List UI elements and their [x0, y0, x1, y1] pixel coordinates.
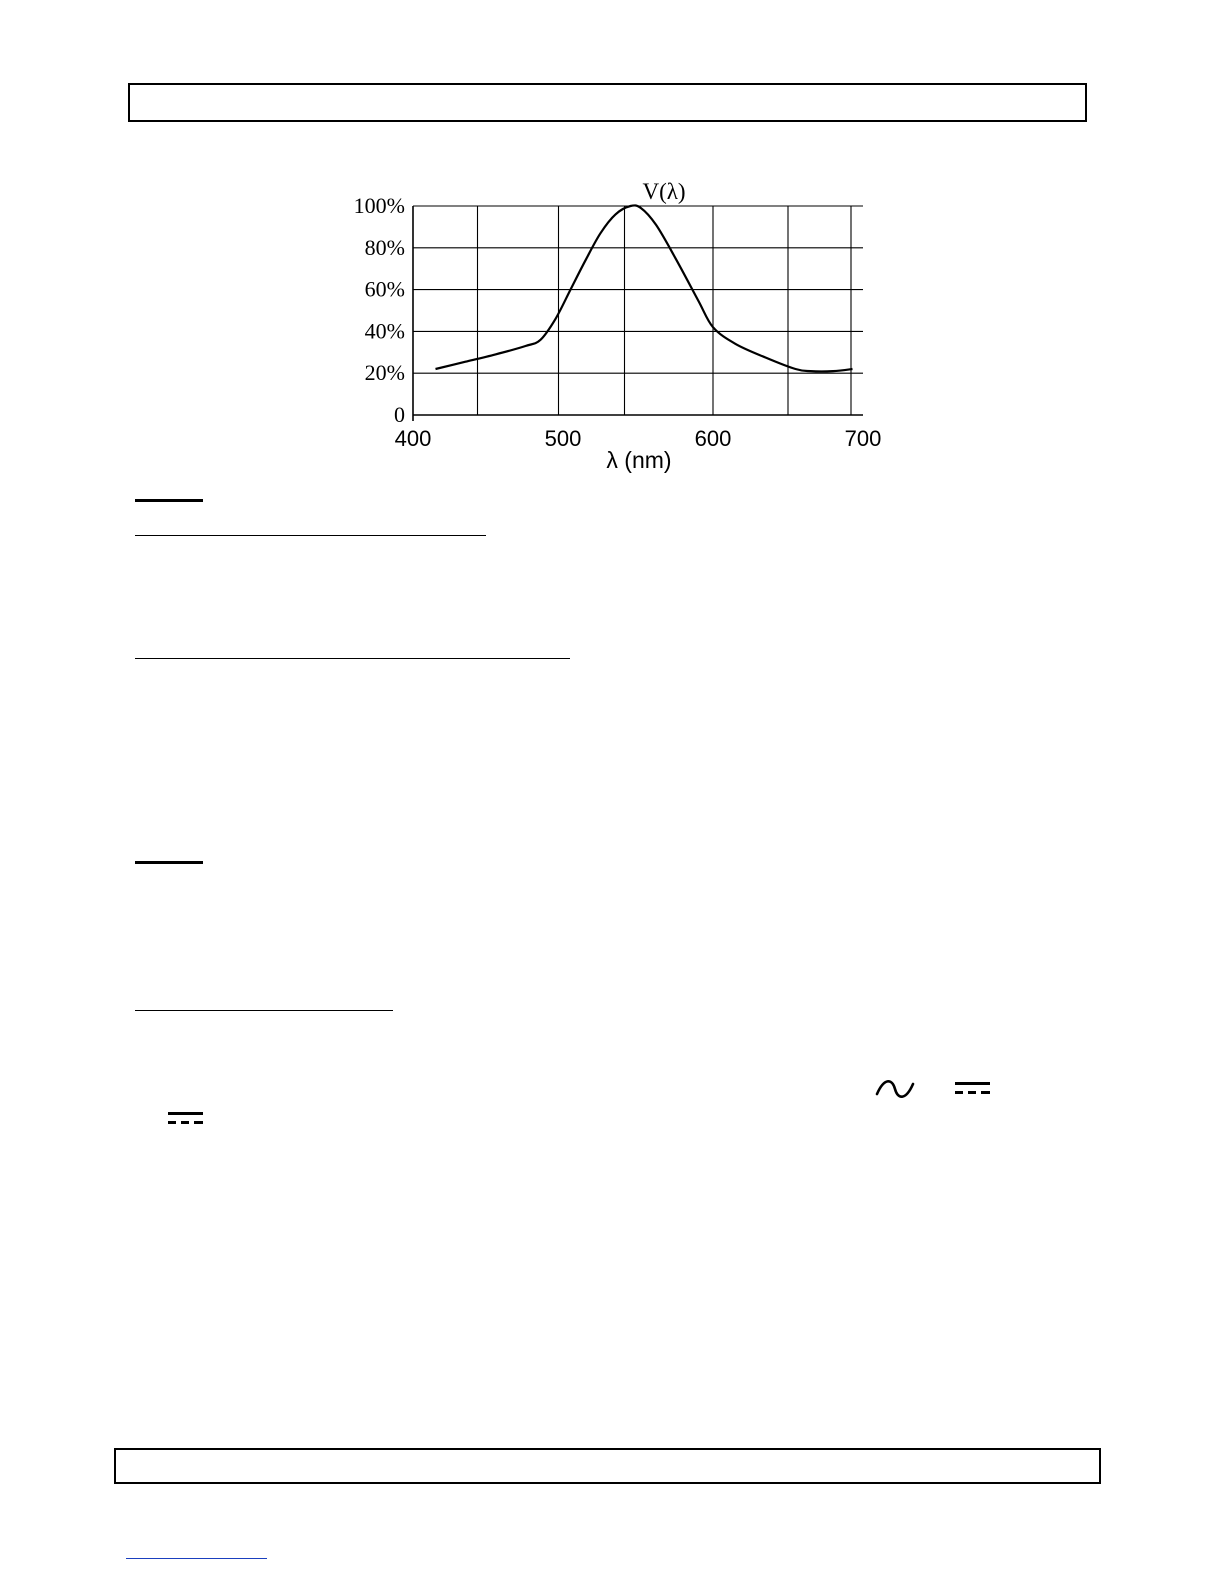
chart-y-tick-labels [354, 193, 405, 427]
y-tick-label: 0 [394, 402, 405, 427]
y-tick-label: 40% [364, 318, 405, 344]
section-rule-1 [135, 499, 203, 502]
link-underline[interactable] [126, 1558, 267, 1559]
y-tick-label: 60% [364, 276, 405, 302]
y-tick-label: 80% [364, 234, 405, 260]
footer-box [114, 1448, 1101, 1484]
y-tick-label: 100% [353, 193, 405, 218]
dc-symbol-icon [167, 1110, 205, 1126]
header-box [128, 83, 1087, 122]
x-tick-label: 600 [694, 426, 732, 451]
chart-title: V(λ) [642, 179, 686, 204]
series-line-v-lambda [436, 205, 853, 371]
spectral-sensitivity-chart [325, 170, 885, 485]
y-tick-label: 20% [364, 360, 405, 386]
chart-x-axis-label: λ (nm) [606, 447, 672, 473]
x-tick-label: 400 [394, 426, 432, 451]
heading-underline-1 [135, 535, 486, 536]
heading-underline-2 [135, 658, 570, 659]
heading-underline-3 [135, 1010, 393, 1011]
x-tick-label: 700 [844, 426, 882, 451]
section-rule-2 [135, 861, 203, 864]
x-tick-label: 500 [544, 426, 582, 451]
chart-grid [413, 206, 863, 421]
ac-symbol-icon [874, 1076, 916, 1102]
dc-symbol-icon [954, 1080, 992, 1096]
